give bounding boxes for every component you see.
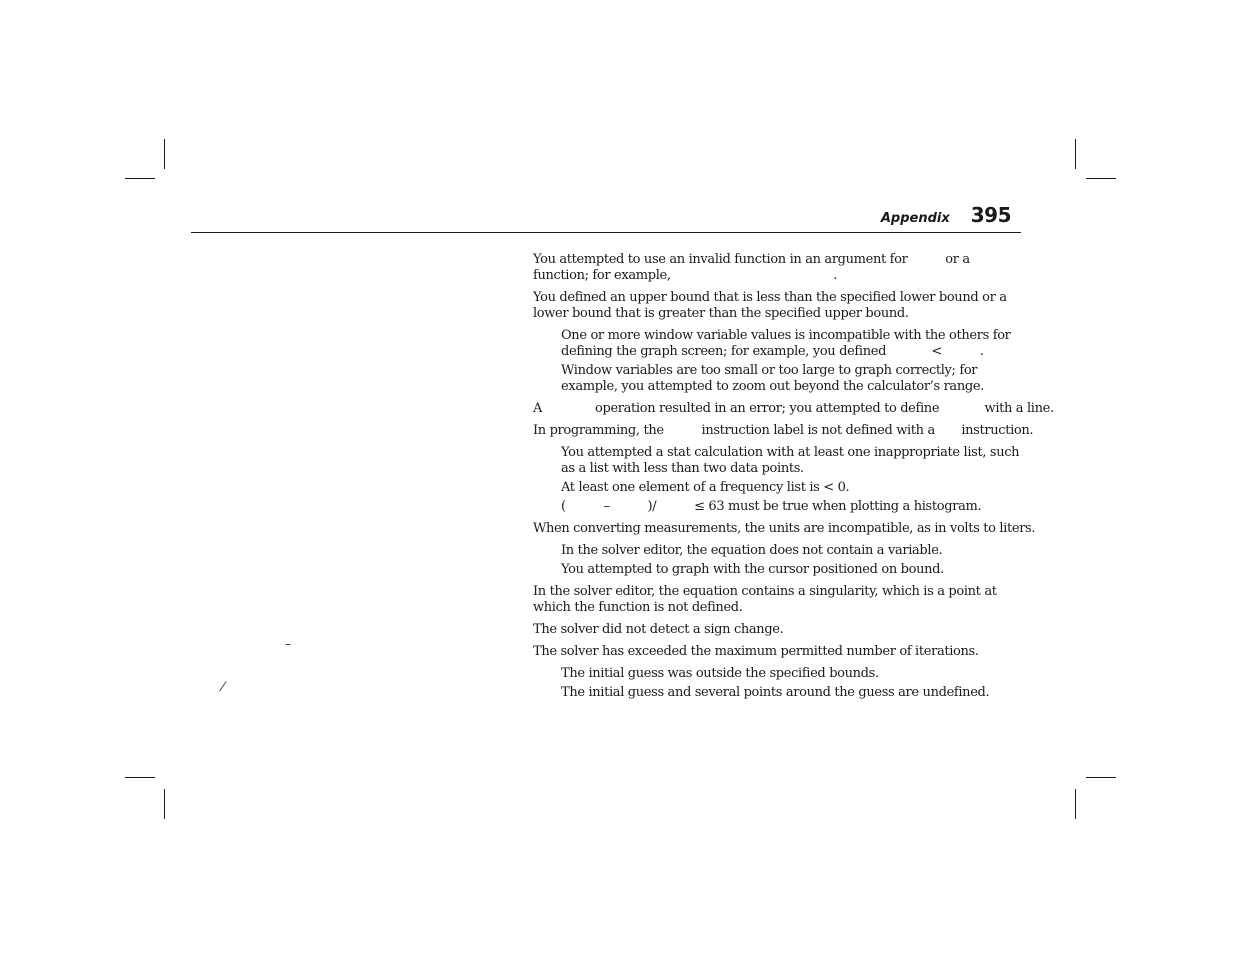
running-header (881, 203, 1011, 231)
crop-mark (1075, 789, 1076, 819)
crop-mark (125, 178, 155, 179)
error-description: The initial guess was outside the specified bounds. (561, 666, 879, 681)
stray-dash: – (285, 637, 291, 651)
error-description: The solver has exceeded the maximum permitted number of iterations. (533, 644, 979, 659)
crop-mark (1075, 139, 1076, 169)
crop-mark (164, 789, 165, 819)
crop-mark (1086, 178, 1116, 179)
error-description: In the solver editor, the equation does not contain a variable. (561, 543, 943, 558)
crop-mark (125, 777, 155, 778)
error-description: ( – )/ ≤ 63 must be true when plotting a histogram. (561, 499, 982, 514)
stray-slash: / (218, 679, 228, 693)
crop-mark (164, 139, 165, 169)
error-description: When converting measurements, the units are incompatible, as in volts to liters. (533, 521, 1036, 536)
error-description: In the solver editor, the equation contains a singularity, which is a point at which the function is not defined. (533, 584, 997, 615)
error-description: The initial guess and several points around the guess are undefined. (561, 685, 990, 700)
crop-mark (1086, 777, 1116, 778)
error-description: The solver did not detect a sign change. (533, 622, 784, 637)
error-description: You attempted to use an invalid function in an argument for or a function; for example, . (533, 252, 970, 283)
error-description: You defined an upper bound that is less than the specified lower bound or a lower bound that is greater than the specified upper bound. (533, 290, 1007, 321)
page-number: 395 (970, 203, 1011, 227)
error-description: At least one element of a frequency list is < 0. (561, 480, 850, 495)
section-title: Appendix (880, 211, 950, 226)
error-description: You attempted a stat calculation with at least one inappropriate list, such as a list with less than two data points. (561, 445, 1020, 476)
error-description-column (533, 252, 1054, 704)
error-description: A operation resulted in an error; you attempted to define with a line. (533, 401, 1054, 416)
error-description: You attempted to graph with the cursor positioned on bound. (561, 562, 944, 577)
error-description: Window variables are too small or too large to graph correctly; for example, you attempted to zoom out beyond the calculator’s range. (561, 363, 984, 394)
error-description: One or more window variable values is incompatible with the others for defining the graph screen; for example, you defined < . (561, 328, 1011, 359)
error-description: In programming, the instruction label is not defined with a instruction. (533, 423, 1034, 438)
header-rule (191, 232, 1021, 233)
